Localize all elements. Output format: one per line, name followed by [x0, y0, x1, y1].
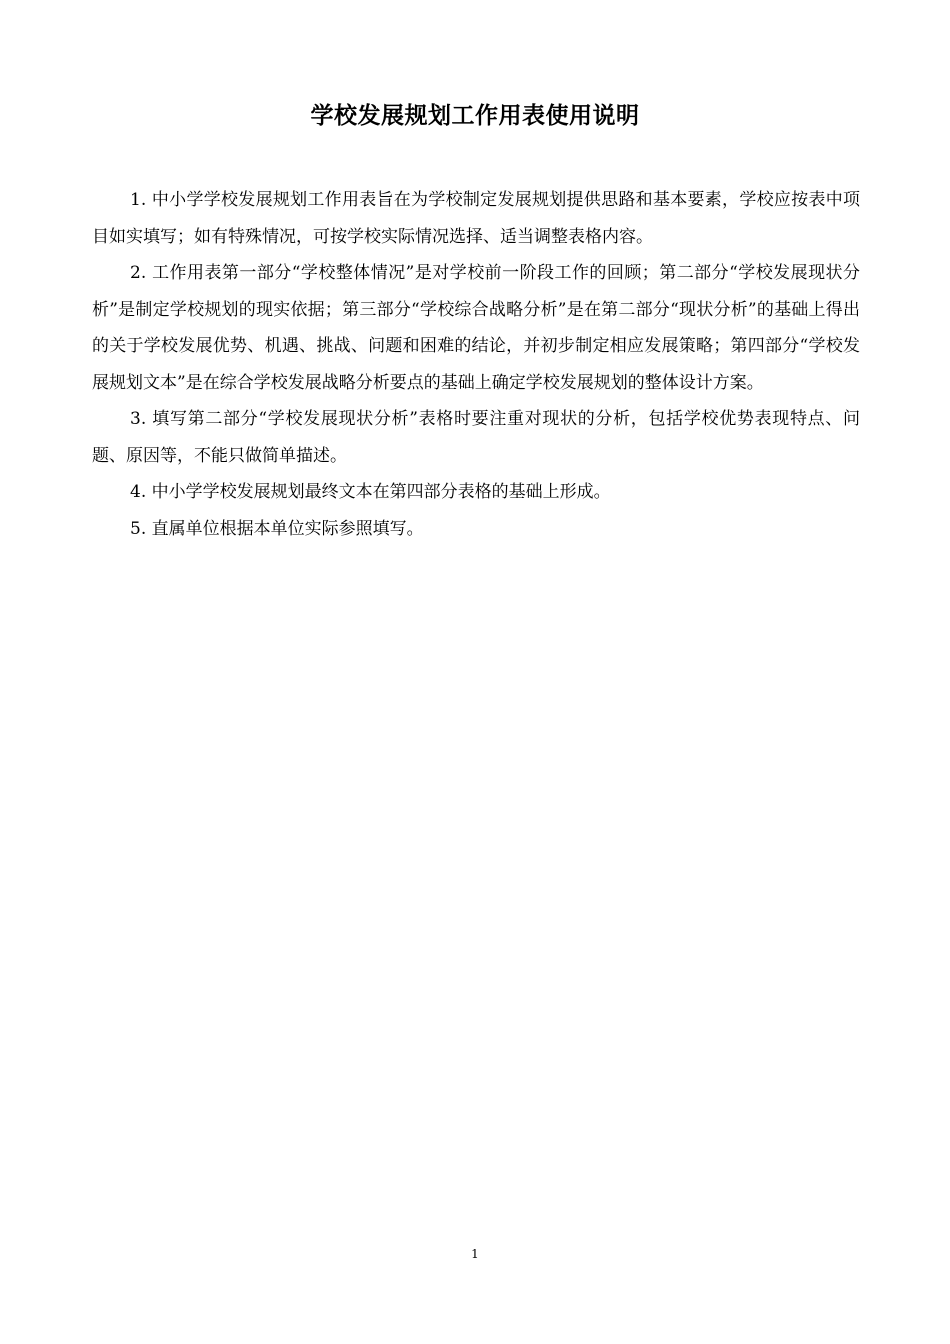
paragraph-3: 3. 填写第二部分“学校发展现状分析”表格时要注重对现状的分析，包括学校优势表现特点、问题、原因等，不能只做简单描述。: [92, 409, 860, 466]
document-body: [92, 182, 860, 547]
paragraph-5: 5. 直属单位根据本单位实际参照填写。: [130, 518, 424, 539]
document-title: 学校发展规划工作用表使用说明: [310, 103, 640, 129]
paragraph-2: 2. 工作用表第一部分“学校整体情况”是对学校前一阶段工作的回顾；第二部分“学校发展现状分析”是制定学校规划的现实依据；第三部分“学校综合战略分析”是在第二部分“现状分析”的基础上得出的关于学校发展优势、机遇、挑战、问题和困难的结论，并初步制定相应发展策略；第四部分“学校发展规划文本”是在综合学校发展战略分析要点的基础上确定学校发展规划的整体设计方案。: [92, 263, 860, 393]
page-number: 1: [471, 1247, 479, 1261]
paragraph-1: 1. 中小学学校发展规划工作用表旨在为学校制定发展规划提供思路和基本要素，学校应按表中项目如实填写；如有特殊情况，可按学校实际情况选择、适当调整表格内容。: [92, 190, 860, 247]
paragraph-4: 4. 中小学学校发展规划最终文本在第四部分表格的基础上形成。: [130, 482, 611, 502]
